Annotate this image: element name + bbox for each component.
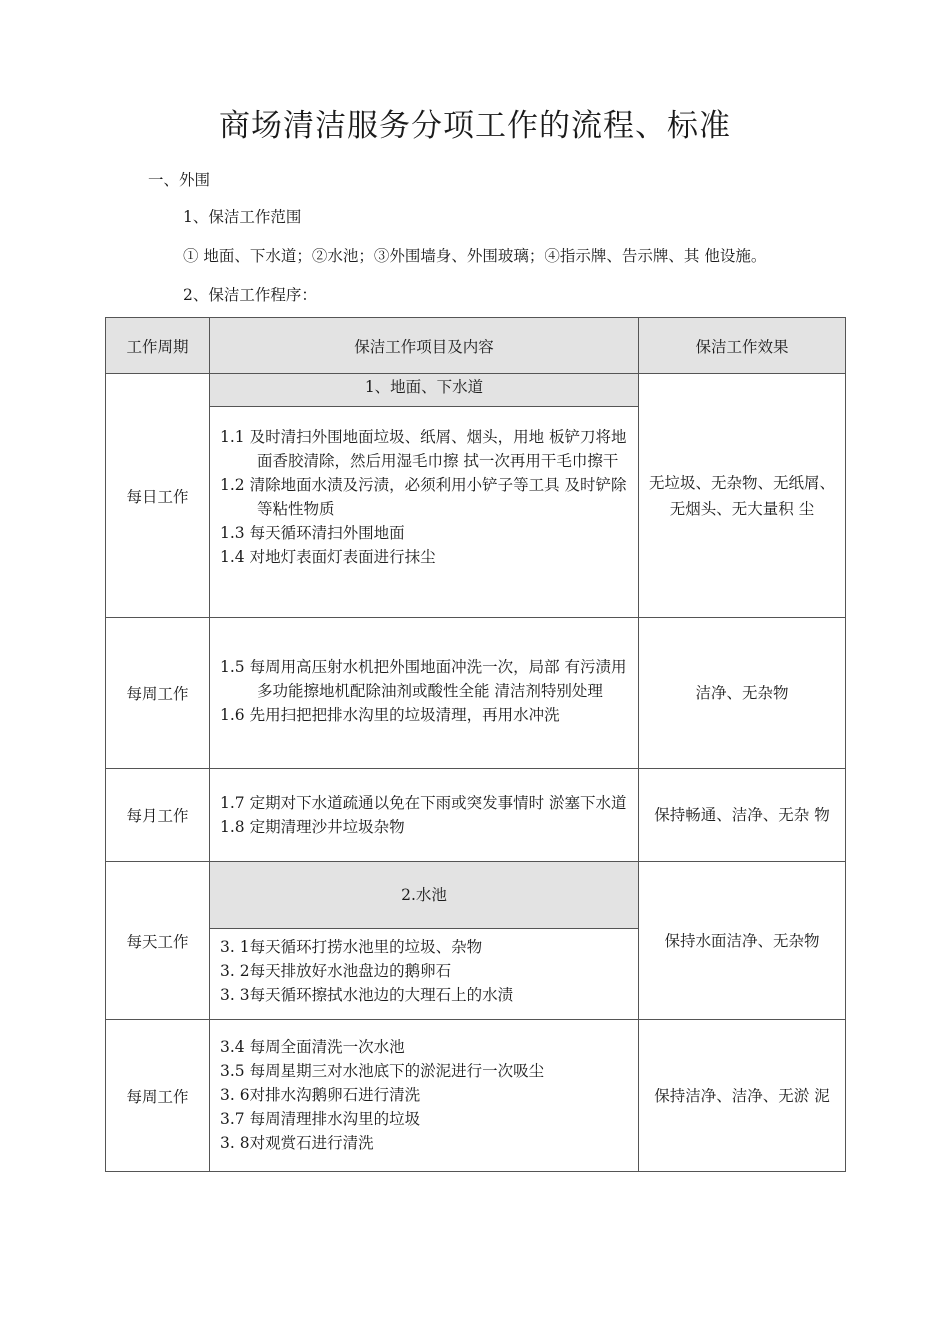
list-item: 1.7 定期对下水道疏通以免在下雨或突发事情时 淤塞下水道	[220, 794, 627, 812]
table-row	[106, 1020, 846, 1172]
table-row	[106, 769, 846, 862]
list-item: 3.7 每周清理排水沟里的垃圾	[220, 1109, 421, 1128]
item-list	[210, 929, 638, 1019]
period-cell: 每月工作	[106, 769, 210, 862]
section-heading: 一、外围	[148, 171, 211, 189]
item-list	[210, 1025, 638, 1167]
list-item: 1.1 及时清扫外围地面垃圾、纸屑、烟头，用地 板铲刀将地面香胶清除，然后用湿毛巾擦 拭一次再用干毛巾擦干	[220, 428, 627, 470]
item-list	[210, 783, 638, 847]
header-period: 工作周期	[106, 318, 210, 374]
scope-text: ① 地面、下水道；②水池；③外围墙身、外围玻璃；④指示牌、告示牌、其 他设施。	[183, 247, 767, 265]
subheading-procedure: 2、保洁工作程序：	[183, 286, 317, 304]
period-cell: 每日工作	[106, 374, 210, 618]
procedure-table	[105, 317, 846, 1172]
list-item: 3. 2每天排放好水池盘边的鹅卵石	[220, 962, 452, 980]
list-item: 1.4 对地灯表面灯表面进行抹尘	[220, 548, 436, 566]
item-list	[210, 647, 638, 739]
period-cell: 每天工作	[106, 862, 210, 1020]
content-cell	[210, 862, 639, 1020]
effect-cell: 保持洁净、洁净、无淤 泥	[639, 1020, 846, 1172]
list-item: 1.6 先用扫把把排水沟里的垃圾清理，再用水冲洗	[220, 706, 560, 724]
list-item: 1.5 每周用高压射水机把外围地面冲洗一次，局部 有污渍用多功能擦地机配除油剂或酸性全能 清洁剂特别处理	[220, 658, 627, 700]
subsection-header: 2.水池	[210, 862, 638, 929]
table-header-row	[106, 318, 846, 374]
effect-cell: 无垃圾、无杂物、无纸屑、无烟头、无大量积 尘	[639, 374, 846, 618]
list-item: 3. 1每天循环打捞水池里的垃圾、杂物	[220, 938, 483, 956]
list-item: 1.8 定期清理沙井垃圾杂物	[220, 818, 405, 836]
list-item: 3.5 每周星期三对水池底下的淤泥进行一次吸尘	[220, 1061, 545, 1080]
page-title: 商场清洁服务分项工作的流程、标准	[219, 108, 731, 144]
period-cell: 每周工作	[106, 618, 210, 769]
list-item: 3. 3每天循环擦拭水池边的大理石上的水渍	[220, 986, 514, 1004]
list-item: 1.2 清除地面水渍及污渍，必须利用小铲子等工具 及时铲除等粘性物质	[220, 476, 627, 518]
table-row	[106, 618, 846, 769]
subheading-scope: 1、保洁工作范围	[183, 208, 302, 226]
table-row	[106, 862, 846, 1020]
effect-cell: 洁净、无杂物	[639, 618, 846, 769]
header-content: 保洁工作项目及内容	[210, 318, 639, 374]
content-cell	[210, 1020, 639, 1172]
list-item: 1.3 每天循环清扫外围地面	[220, 524, 405, 542]
list-item: 3. 8对观赏石进行清洗	[220, 1133, 374, 1152]
content-cell	[210, 374, 639, 618]
effect-cell: 保持畅通、洁净、无杂 物	[639, 769, 846, 862]
content-cell	[210, 769, 639, 862]
list-item: 3. 6对排水沟鹅卵石进行清洗	[220, 1085, 421, 1104]
list-item: 3.4 每周全面清洗一次水池	[220, 1037, 405, 1056]
effect-cell: 保持水面洁净、无杂物	[639, 862, 846, 1020]
item-list	[210, 407, 638, 581]
table-row	[106, 374, 846, 618]
content-cell	[210, 618, 639, 769]
period-cell: 每周工作	[106, 1020, 210, 1172]
header-effect: 保洁工作效果	[639, 318, 846, 374]
subsection-header: 1、地面、下水道	[210, 374, 638, 407]
